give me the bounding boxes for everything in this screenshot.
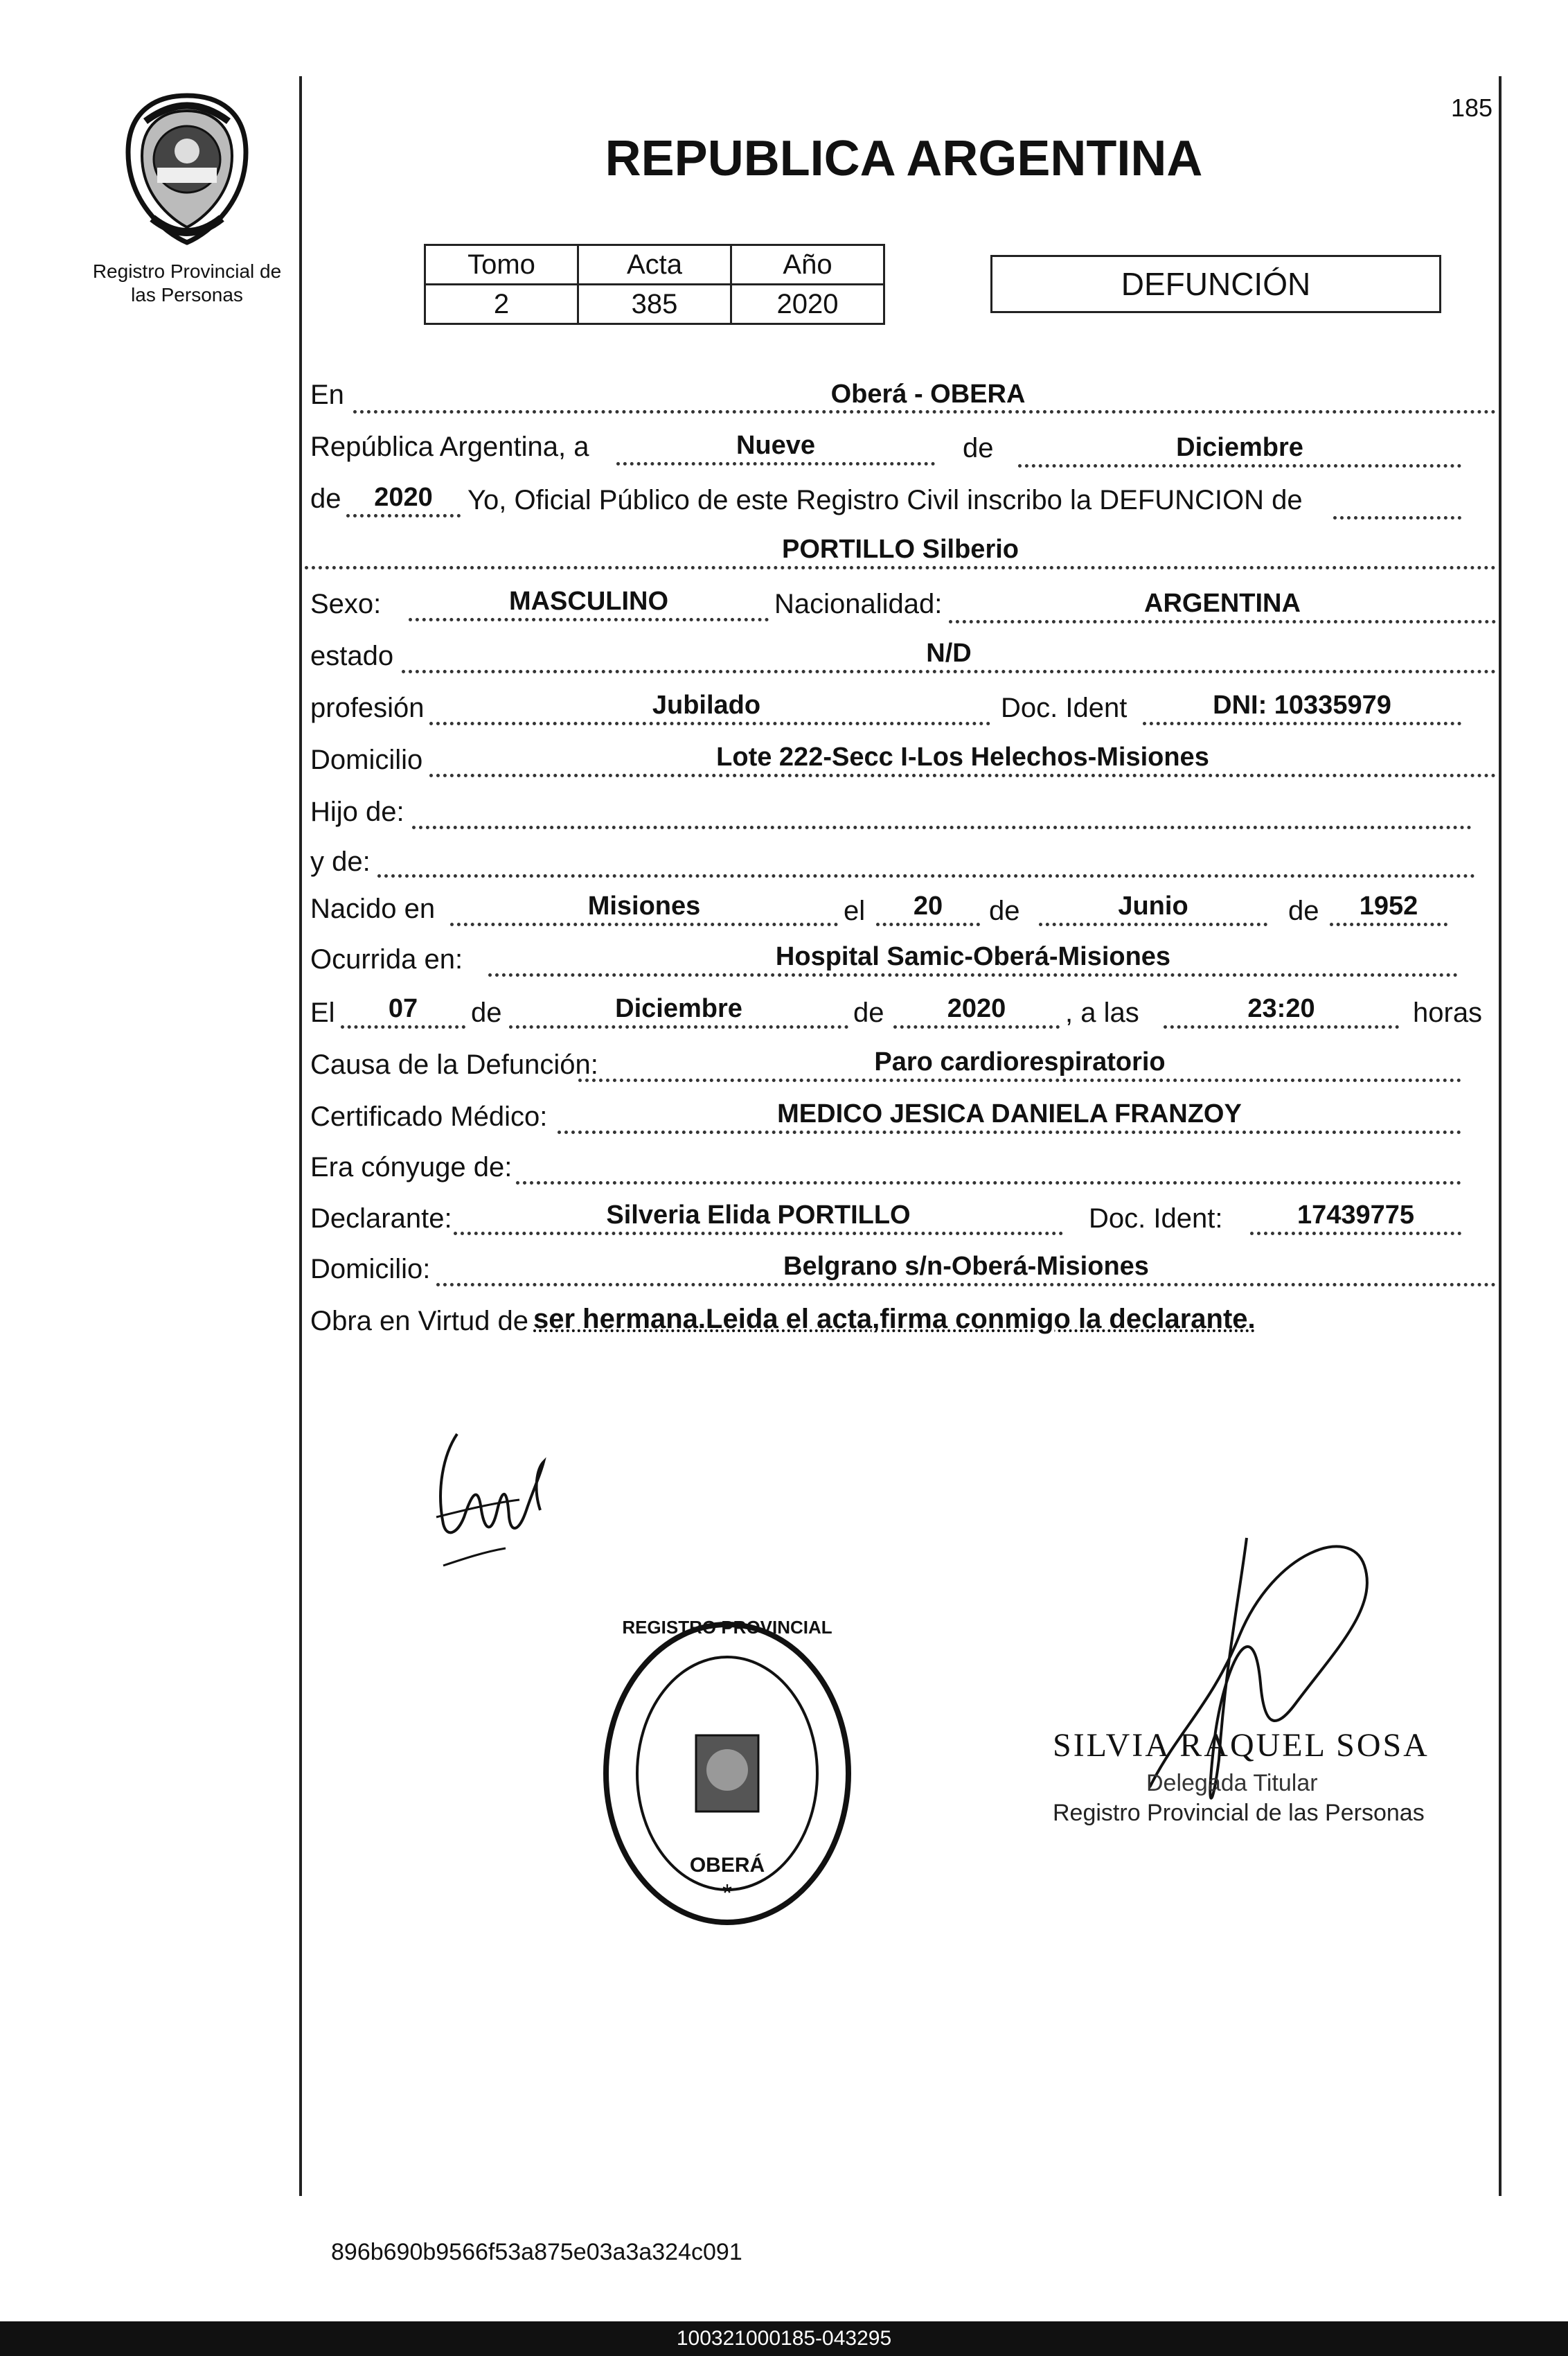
dotted-line [1330, 923, 1447, 926]
value-def-dia: 07 [388, 994, 418, 1023]
value-tomo: 2 [425, 285, 578, 324]
dotted-line [949, 620, 1496, 623]
value-mes: Diciembre [1176, 433, 1303, 462]
dotted-line [429, 722, 990, 725]
official-name: SILVIA RAQUEL SOSA [1053, 1727, 1429, 1764]
dotted-line [429, 774, 1496, 777]
tomo-acta-table [424, 244, 885, 325]
label-hijo-de: Hijo de: [310, 797, 404, 827]
label-en: En [310, 380, 344, 410]
registry-label: Registro Provincial de las Personas [92, 260, 282, 305]
label-nacido-en: Nacido en [310, 894, 436, 924]
value-estado: N/D [926, 639, 972, 668]
value-profesion: Jubilado [652, 691, 761, 720]
left-border-line [299, 76, 302, 2196]
document-hash: 896b690b9566f53a875e03a3a324c091 [331, 2239, 742, 2265]
label-nacionalidad: Nacionalidad: [774, 589, 943, 619]
right-border-line [1499, 76, 1502, 2196]
dotted-line [402, 670, 1496, 673]
value-nacido-en: Misiones [587, 892, 701, 921]
dotted-line [436, 1283, 1496, 1286]
value-sexo: MASCULINO [508, 587, 669, 616]
dotted-line [578, 1079, 1461, 1082]
header-anio: Año [731, 245, 884, 285]
value-anio: 2020 [374, 483, 433, 512]
value-ocurrida-en: Hospital Samic-Oberá-Misiones [775, 942, 1171, 971]
dotted-line [412, 826, 1472, 829]
value-obra: ser hermana.Leida el acta,firma conmigo la declarante. [533, 1304, 1256, 1334]
dotted-line [1250, 1232, 1461, 1235]
value-nacionalidad: ARGENTINA [1144, 589, 1301, 618]
svg-text:*: * [722, 1879, 733, 1907]
declarant-signature [416, 1413, 596, 1579]
label-conyuge: Era cónyuge de: [310, 1152, 513, 1183]
footer-code: 100321000185-043295 [0, 2321, 1568, 2356]
label-de: de [963, 433, 994, 463]
label-y-de: y de: [310, 847, 371, 877]
value-declarante: Silveria Elida PORTILLO [606, 1201, 911, 1230]
dotted-line [488, 973, 1458, 977]
dotted-line [893, 1025, 1060, 1029]
label-de-mes: de [989, 896, 1020, 926]
dotted-line [1143, 722, 1461, 725]
label-domicilio2: Domicilio: [310, 1254, 431, 1284]
label-domicilio: Domicilio [310, 745, 423, 775]
label-sexo: Sexo: [310, 589, 382, 619]
value-def-mes: Diciembre [615, 994, 742, 1023]
dotted-line [377, 874, 1475, 878]
header-tomo: Tomo [425, 245, 578, 285]
dotted-line [1164, 1025, 1399, 1029]
label-certificado: Certificado Médico: [310, 1101, 548, 1132]
dotted-line [876, 923, 980, 926]
dotted-line [454, 1232, 1063, 1235]
value-causa: Paro cardiorespiratorio [874, 1047, 1166, 1077]
dotted-line [1333, 516, 1461, 520]
value-dia-letras: Nueve [736, 431, 816, 460]
label-a-las: , a las [1065, 998, 1139, 1028]
official-stamp [596, 1614, 859, 1933]
svg-text:OBERÁ: OBERÁ [689, 1854, 765, 1877]
header-acta: Acta [578, 245, 731, 285]
label-horas: horas [1413, 998, 1483, 1028]
svg-text:REGISTRO PROVINCIAL: REGISTRO PROVINCIAL [622, 1617, 832, 1638]
value-doc: DNI: 10335979 [1213, 691, 1391, 720]
value-anio: 2020 [731, 285, 884, 324]
label-declarante: Declarante: [310, 1203, 452, 1234]
dotted-line [516, 1181, 1461, 1185]
dotted-line [353, 410, 1496, 414]
value-declarante-doc: 17439775 [1297, 1201, 1415, 1230]
value-nac-mes: Junio [1118, 892, 1188, 921]
value-lugar: Oberá - OBERA [830, 380, 1026, 409]
label-causa: Causa de la Defunción: [310, 1049, 598, 1080]
label-rep-arg: República Argentina, a [310, 432, 589, 462]
dotted-line [1039, 923, 1267, 926]
label-el: el [844, 896, 866, 926]
label-de-def-mes: de [471, 998, 502, 1028]
dotted-line [341, 1025, 465, 1029]
value-nac-anio: 1952 [1359, 892, 1418, 921]
dotted-line [346, 514, 461, 517]
value-declarante-domicilio: Belgrano s/n-Oberá-Misiones [783, 1252, 1149, 1281]
dotted-line [616, 462, 935, 466]
label-profesion: profesión [310, 693, 425, 723]
official-role: Delegada Titular [1146, 1770, 1318, 1796]
label-yo: Yo, Oficial Público de este Registro Civil inscribo la DEFUNCION de [467, 485, 1303, 515]
label-doc-ident2: Doc. Ident: [1089, 1203, 1223, 1234]
record-type-box: DEFUNCIÓN [990, 255, 1441, 313]
value-acta: 385 [578, 285, 731, 324]
value-nombre: PORTILLO Silberio [781, 535, 1019, 564]
misiones-logo [114, 90, 260, 249]
label-de-anio-nac: de [1288, 896, 1319, 926]
official-org: Registro Provincial de las Personas [1053, 1800, 1425, 1826]
label-estado: estado [310, 641, 394, 671]
label-de-def-anio: de [853, 998, 884, 1028]
value-domicilio: Lote 222-Secc I-Los Helechos-Misiones [716, 743, 1209, 772]
value-def-anio: 2020 [947, 994, 1006, 1023]
label-de-anio: de [310, 484, 341, 514]
dotted-line [305, 566, 1496, 569]
value-def-hora: 23:20 [1247, 994, 1315, 1023]
dotted-line [509, 1025, 848, 1029]
label-ocurrida-en: Ocurrida en: [310, 944, 463, 975]
dotted-line [409, 618, 769, 621]
dotted-line [558, 1131, 1461, 1134]
dotted-line [450, 923, 838, 926]
document-title: REPUBLICA ARGENTINA [605, 131, 1203, 186]
label-obra: Obra en Virtud de [310, 1306, 529, 1336]
page-number: 185 [1451, 94, 1493, 122]
dotted-line [1018, 464, 1461, 468]
value-nac-dia: 20 [913, 892, 943, 921]
value-certificado: MEDICO JESICA DANIELA FRANZOY [777, 1099, 1242, 1128]
label-doc-ident: Doc. Ident [1001, 693, 1128, 723]
label-el-cap: El [310, 998, 335, 1028]
